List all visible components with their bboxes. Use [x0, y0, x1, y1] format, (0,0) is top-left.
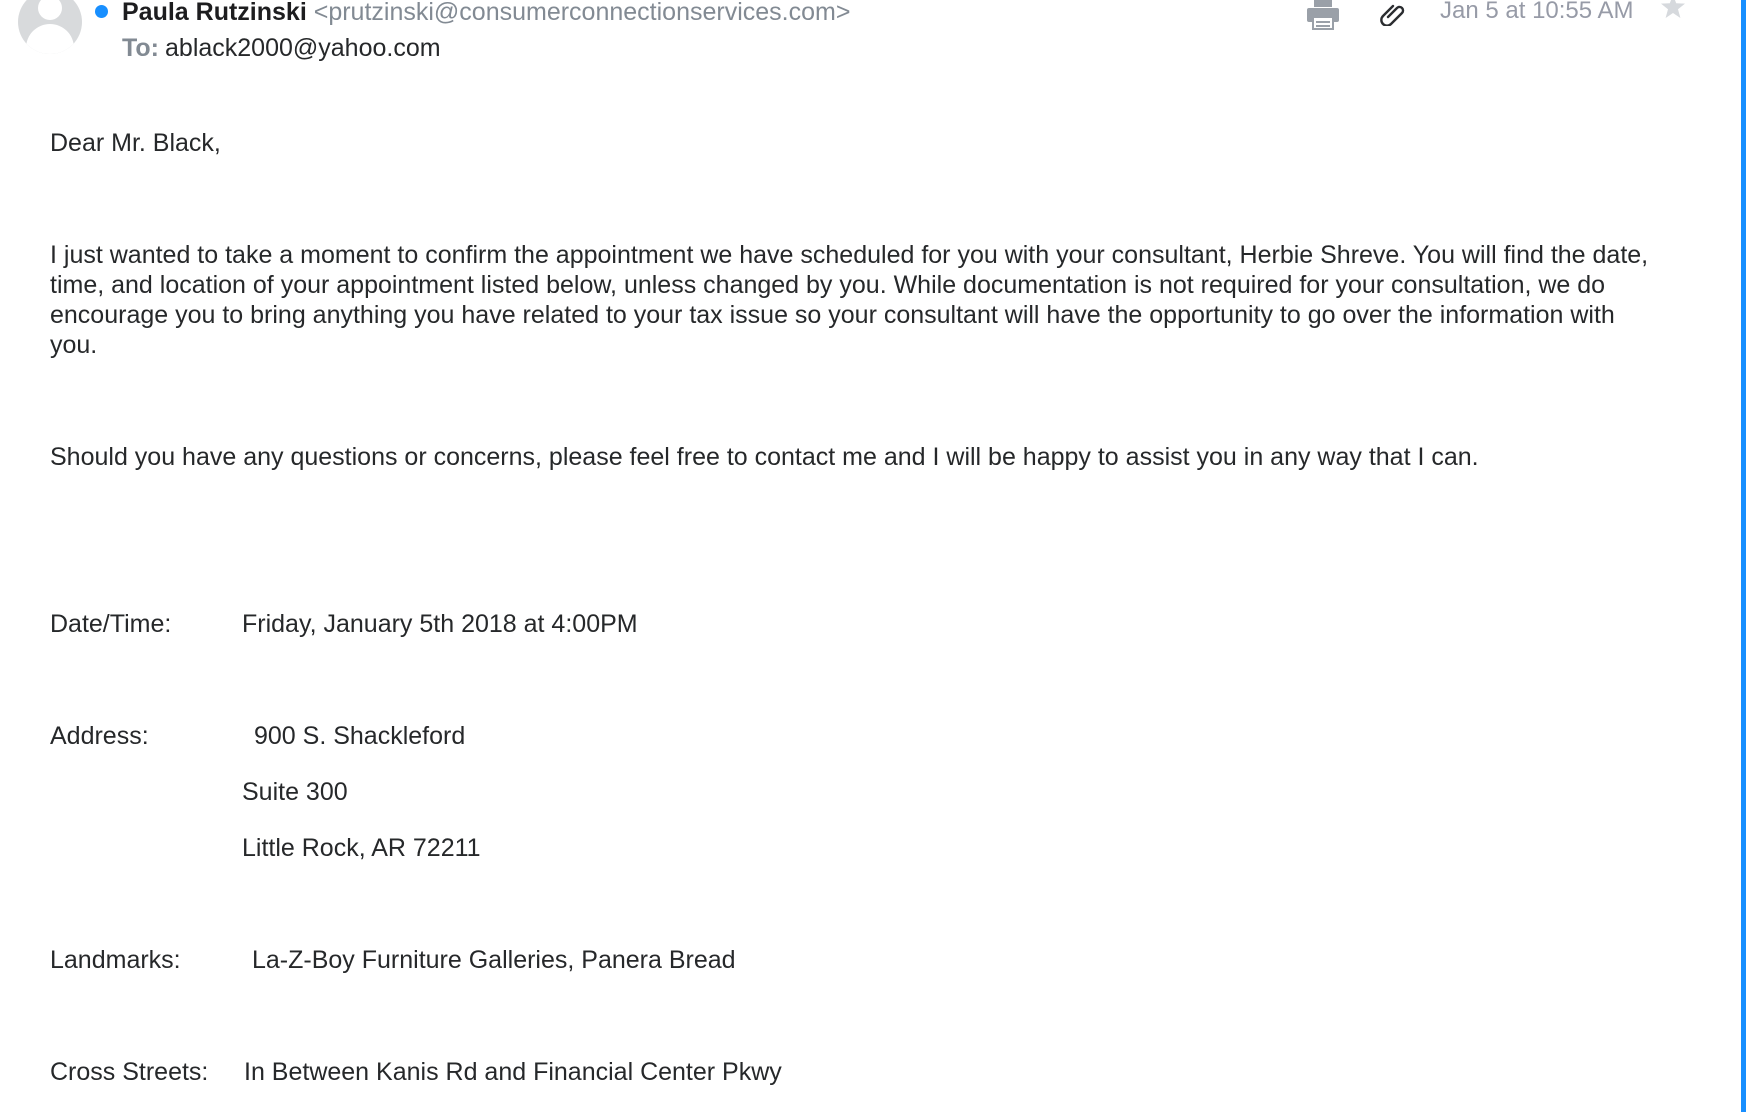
datetime-value: Friday, January 5th 2018 at 4:00PM [242, 610, 638, 638]
landmarks-value: La-Z-Boy Furniture Galleries, Panera Bread [252, 946, 736, 974]
landmarks-label: Landmarks: [50, 946, 181, 974]
body-paragraph-2: Should you have any questions or concerns, please feel free to contact me and I will be happy to assist you in any way that I can. [50, 443, 1479, 471]
address-label: Address: [50, 722, 149, 750]
avatar-head [38, 0, 62, 20]
cross-streets-label: Cross Streets: [50, 1058, 209, 1086]
recipient-email[interactable]: ablack2000@yahoo.com [165, 34, 441, 62]
unread-dot-icon[interactable] [95, 5, 108, 18]
body-paragraph-1: I just wanted to take a moment to confirm the appointment we have scheduled for you with your consultant, Herbie Shreve. You will find the date, time, and location of your appointment listed below, unless changed by you. While documentation is not required for your consultation, we do encourage you to bring anything you have related to your tax issue so your consultant will have the opportunity to go over the information with you. [50, 241, 1649, 359]
avatar-icon[interactable] [18, 0, 82, 54]
greeting: Dear Mr. Black, [50, 129, 221, 157]
sender-line [122, 0, 850, 27]
paperclip-icon[interactable] [1380, 0, 1406, 26]
message-date: Jan 5 at 10:55 AM [1440, 0, 1634, 24]
reading-pane-edge [1741, 0, 1746, 1112]
cross-streets-value: In Between Kanis Rd and Financial Center Pkwy [244, 1058, 782, 1086]
to-label: To: [122, 34, 160, 62]
printer-icon[interactable] [1305, 0, 1341, 30]
address-line-1: 900 S. Shackleford [254, 722, 466, 750]
message-header [0, 0, 1740, 80]
address-line-2: Suite 300 [242, 778, 348, 806]
address-line-3: Little Rock, AR 72211 [242, 834, 481, 862]
datetime-label: Date/Time: [50, 610, 172, 638]
sender-email[interactable]: <prutzinski@consumerconnectionservices.com> [313, 0, 851, 26]
sender-name[interactable]: Paula Rutzinski [122, 0, 307, 26]
avatar-shoulders [26, 24, 74, 54]
recipient-line [122, 32, 441, 64]
star-icon[interactable] [1660, 0, 1686, 20]
